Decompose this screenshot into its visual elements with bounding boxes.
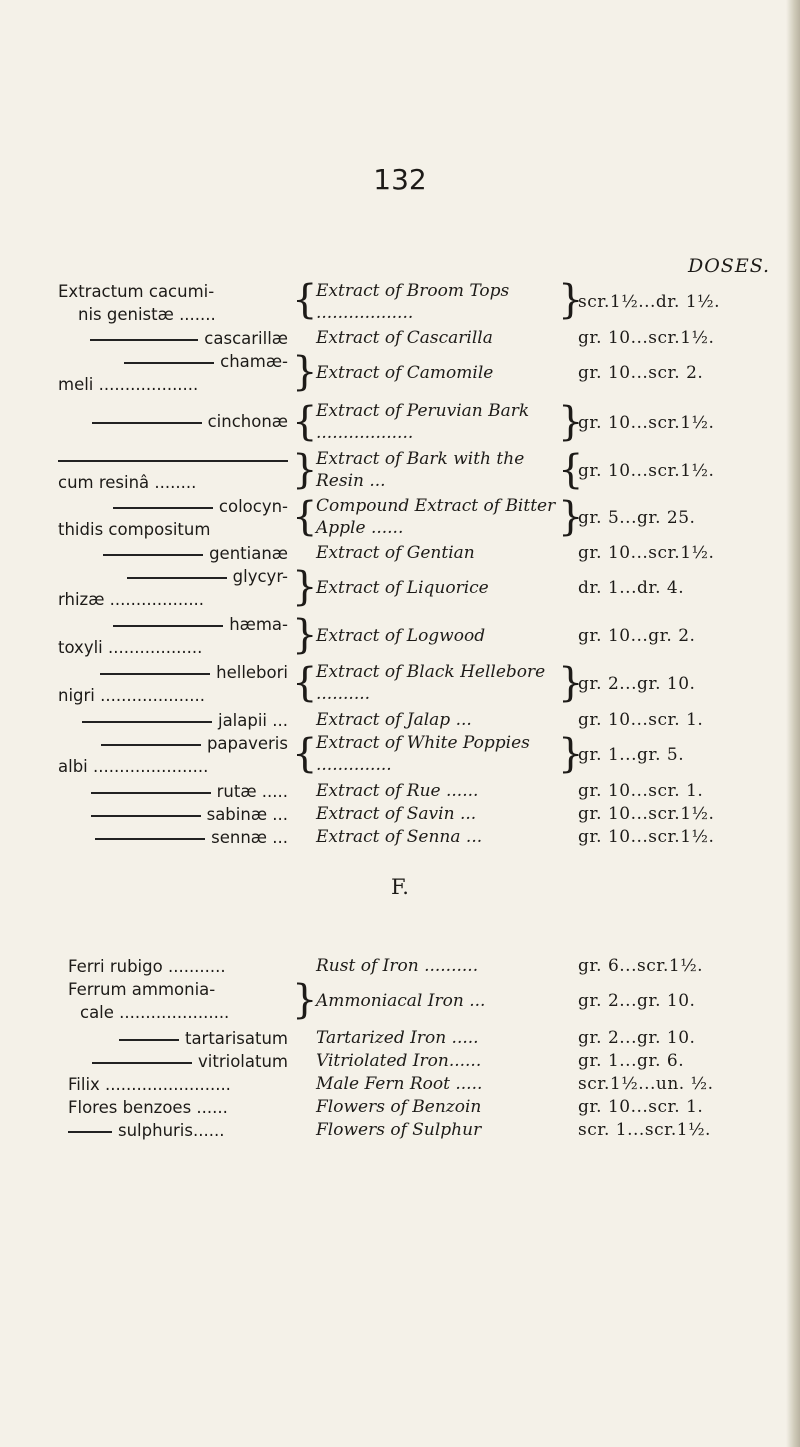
english-name: Extract of White Poppies .............. [316,733,530,775]
dose: scr.1½...un. ½. [578,1074,714,1094]
ditto-dash [124,362,214,364]
ditto-dash [90,339,198,341]
brace: } [558,494,584,540]
dose: gr. 10...scr.1½. [578,827,715,847]
english-name: Extract of Cascarilla [316,328,493,348]
latin-name: tartarisatum [58,1027,288,1050]
english-name: Flowers of Benzoin [316,1097,482,1117]
brace: } [558,660,584,706]
english-name: Extract of Camomile [316,363,494,383]
english-name: Male Fern Root ..... [316,1074,483,1094]
brace: } [292,349,318,395]
latin-name: papaveris albi ...................... [58,734,288,776]
latin-name: Ferri rubigo ........... [68,957,226,976]
brace: } [292,447,318,493]
latin-name: Extractum cacumi- nis genistæ ....... [58,282,216,324]
latin-name: sabinæ ... [58,803,288,826]
english-name: Ammoniacal Iron ... [316,991,486,1011]
ditto-dash [101,744,201,746]
ditto-dash [92,1062,192,1064]
latin-name: chamæ- meli ................... [58,352,288,394]
dose: gr. 10...scr.1½. [578,543,715,563]
ditto-dash [95,838,205,840]
section-heading: F. [391,875,409,899]
dose: gr. 2...gr. 10. [578,674,696,694]
english-name: Flowers of Sulphur [316,1120,482,1140]
dose: gr. 1...gr. 6. [578,1051,685,1071]
dose: gr. 1...gr. 5. [578,745,685,765]
dose: gr. 10...scr. 2. [578,363,704,383]
english-name: Extract of Savin ... [316,804,477,824]
english-name: Extract of Bark with the Resin ... [316,449,525,491]
ditto-dash [58,460,288,462]
ditto-dash [127,577,227,579]
page-edge [786,0,800,1447]
latin-name: jalapii ... [58,709,288,732]
dose: dr. 1...dr. 4. [578,578,685,598]
english-name: Extract of Gentian [316,543,475,563]
ditto-dash [100,673,210,675]
dose: gr. 10...scr. 1. [578,1097,704,1117]
english-name: Tartarized Iron ..... [316,1028,479,1048]
latin-name: Ferrum ammonia- cale ..................... [68,980,230,1022]
english-name: Rust of Iron .......... [316,956,479,976]
english-name: Vitriolated Iron...... [316,1051,482,1071]
latin-name: colocyn- thidis compositum [58,497,288,539]
latin-name: sulphuris...... [68,1119,298,1142]
dose: gr. 5...gr. 25. [578,508,696,528]
english-name: Compound Extract of Bitter Apple ...... [316,496,556,538]
dose: gr. 2...gr. 10. [578,1028,696,1048]
brace: } [292,977,318,1023]
ditto-dash [119,1039,179,1041]
dose: gr. 10...gr. 2. [578,626,696,646]
english-name: Extract of Senna ... [316,827,483,847]
latin-name: gentianæ [58,542,288,565]
dose: gr. 10...scr.1½. [578,413,715,433]
dose: scr. 1...scr.1½. [578,1120,711,1140]
english-name: Extract of Peruvian Bark .................. [316,401,530,443]
brace: { [292,399,318,445]
dose: gr. 6...scr.1½. [578,956,704,976]
brace: { [292,731,318,777]
ditto-dash [91,815,201,817]
brace: { [292,660,318,706]
brace: { [292,494,318,540]
latin-name: cum resinâ ........ [58,448,288,494]
dose: gr. 10...scr. 1. [578,710,704,730]
dose: gr. 2...gr. 10. [578,991,696,1011]
page-number: 132 [373,163,427,196]
latin-name: rutæ ..... [58,780,288,803]
english-name: Extract of Liquorice [316,578,489,598]
english-name: Extract of Broom Tops .................. [316,281,510,323]
ditto-dash [113,507,213,509]
latin-name: sennæ ... [58,826,288,849]
dose: gr. 10...scr.1½. [578,461,715,481]
brace: { [292,277,318,323]
doses-heading: DOSES. [688,255,771,277]
ditto-dash [68,1131,112,1133]
english-name: Extract of Rue ...... [316,781,479,801]
ditto-dash [103,554,203,556]
latin-name: cinchonæ [58,400,288,433]
brace: } [292,612,318,658]
dose: gr. 10...scr. 1. [578,781,704,801]
dose: gr. 10...scr.1½. [578,804,715,824]
latin-name: hellebori nigri .................... [58,663,288,705]
dose: scr.1½...dr. 1½. [578,292,721,312]
latin-name: hæma- toxyli .................. [58,615,288,657]
brace: } [558,731,584,777]
ditto-dash [82,721,212,723]
latin-name: Flores benzoes ...... [68,1098,228,1117]
latin-name: cascarillæ [58,327,288,350]
ditto-dash [91,792,211,794]
latin-name: vitriolatum [58,1050,288,1073]
english-name: Extract of Black Hellebore .......... [316,662,546,704]
latin-name: Filix ........................ [68,1075,231,1094]
english-name: Extract of Logwood [316,626,486,646]
ditto-dash [113,625,223,627]
brace: } [292,564,318,610]
brace: } [558,277,584,323]
brace: { [558,447,584,493]
brace: } [558,399,584,445]
ditto-dash [92,422,202,424]
latin-name: glycyr- rhizæ .................. [58,567,288,609]
dose: gr. 10...scr.1½. [578,328,715,348]
english-name: Extract of Jalap ... [316,710,472,730]
